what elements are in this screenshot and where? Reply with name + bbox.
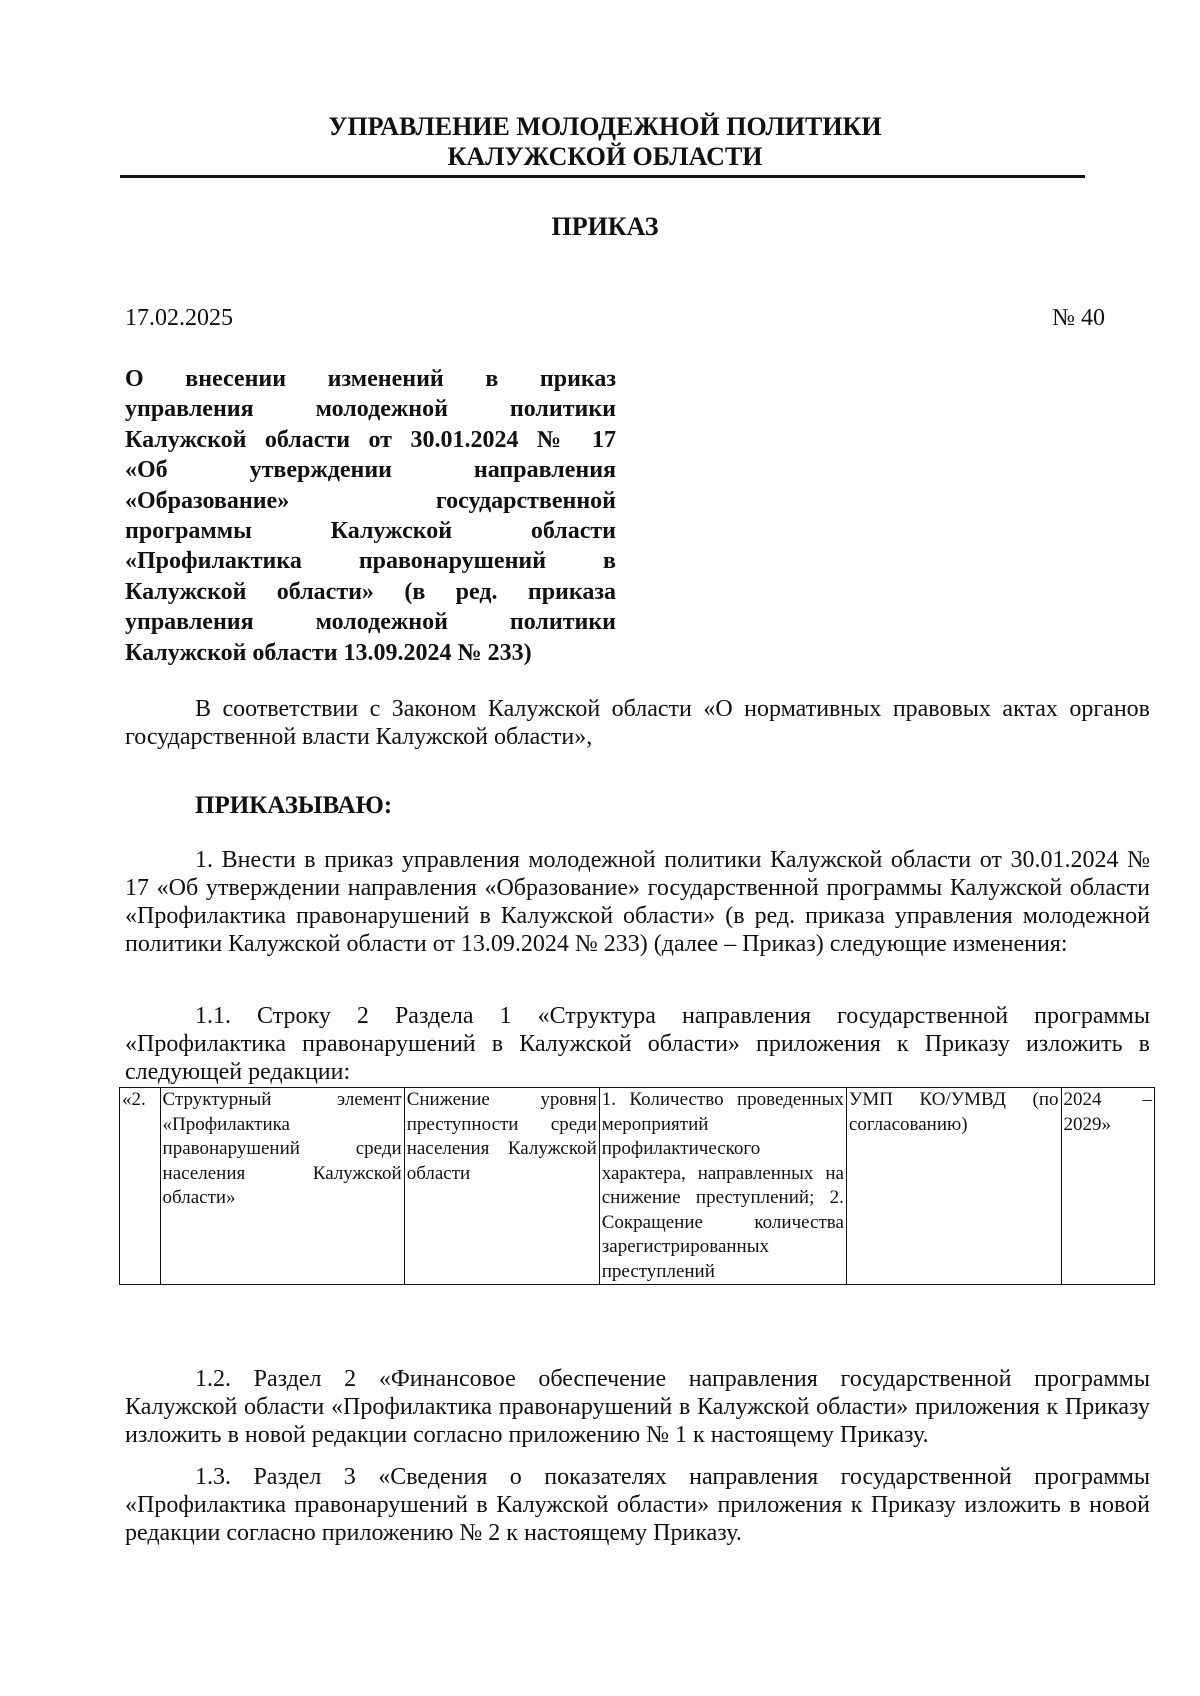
- document-number: № 40: [1052, 305, 1105, 331]
- preamble-paragraph: В соответствии с Законом Калужской области «О нормативных правовых актах органов государственной власти Калужской области»,: [125, 696, 1150, 750]
- cell-structural-element: Структурный элемент «Профилактика правонарушений среди населения Калужской области»: [160, 1088, 404, 1285]
- subject-line: Калужской области 13.09.2024 № 233): [125, 639, 532, 666]
- subject-line: «Об утверждении направления: [125, 457, 616, 484]
- subject-line: Калужской области» (в ред. приказа: [125, 578, 616, 605]
- cell-responsible: УМП КО/УМВД (по согласованию): [846, 1088, 1061, 1285]
- cell-task: Снижение уровня преступности среди населения Калужской области: [404, 1088, 599, 1285]
- cell-row-number: «2.: [120, 1088, 161, 1285]
- item-1-paragraph: 1. Внести в приказ управления молодежной политики Калужской области от 30.01.2024 № 17 «Об утверждении направления «Образование» государственной программы Калужской области «Профилактика правонарушений в Калужской области» (в ред. приказа управления молодежной политики Калужской области от 13.09.2024 № 233) (далее – Приказ) следующие изменения:: [125, 847, 1150, 957]
- subject-line: О внесении изменений в приказ: [125, 366, 616, 392]
- document-subject: [125, 364, 616, 668]
- organization-title: [125, 112, 1085, 172]
- organization-title-line2: КАЛУЖСКОЙ ОБЛАСТИ: [447, 142, 763, 171]
- ordering-heading: ПРИКАЗЫВАЮ:: [195, 792, 393, 819]
- item-1-2-paragraph: 1.2. Раздел 2 «Финансовое обеспечение направления государственной программы Калужской области «Профилактика правонарушений в Калужской области» приложения к Приказу изложить в новой редакции согласно приложению № 1 к настоящему Приказу.: [125, 1366, 1150, 1448]
- subject-line: управления молодежной политики: [125, 609, 616, 636]
- subject-line: управления молодежной политики: [125, 396, 616, 423]
- document-type: ПРИКАЗ: [551, 212, 659, 241]
- item-1-3-paragraph: 1.3. Раздел 3 «Сведения о показателях направления государственной программы «Профилактика правонарушений в Калужской области» приложения к Приказу изложить в новой редакции согласно приложению № 2 к настоящему Приказу.: [125, 1464, 1150, 1546]
- header-divider: [120, 175, 1085, 178]
- item-1-1-paragraph: 1.1. Строку 2 Раздела 1 «Структура направления государственной программы «Профилактика правонарушений в Калужской области» приложения к Приказу изложить в следующей редакции:: [125, 1003, 1150, 1085]
- cell-indicators: 1. Количество проведенных мероприятий профилактического характера, направленных на снижение преступлений; 2. Сокращение количества зарегистрированных преступлений: [599, 1088, 846, 1285]
- organization-title-line1: УПРАВЛЕНИЕ МОЛОДЕЖНОЙ ПОЛИТИКИ: [328, 112, 882, 141]
- structure-row-table: [119, 1087, 1155, 1285]
- subject-line: программы Калужской области: [125, 518, 616, 545]
- document-date: 17.02.2025: [125, 305, 233, 331]
- subject-line: Калужской области от 30.01.2024 № 17: [125, 426, 616, 453]
- subject-line: «Профилактика правонарушений в: [125, 548, 616, 575]
- table-row: [120, 1088, 1155, 1285]
- cell-period: 2024 – 2029»: [1061, 1088, 1155, 1285]
- subject-line: «Образование» государственной: [125, 487, 616, 514]
